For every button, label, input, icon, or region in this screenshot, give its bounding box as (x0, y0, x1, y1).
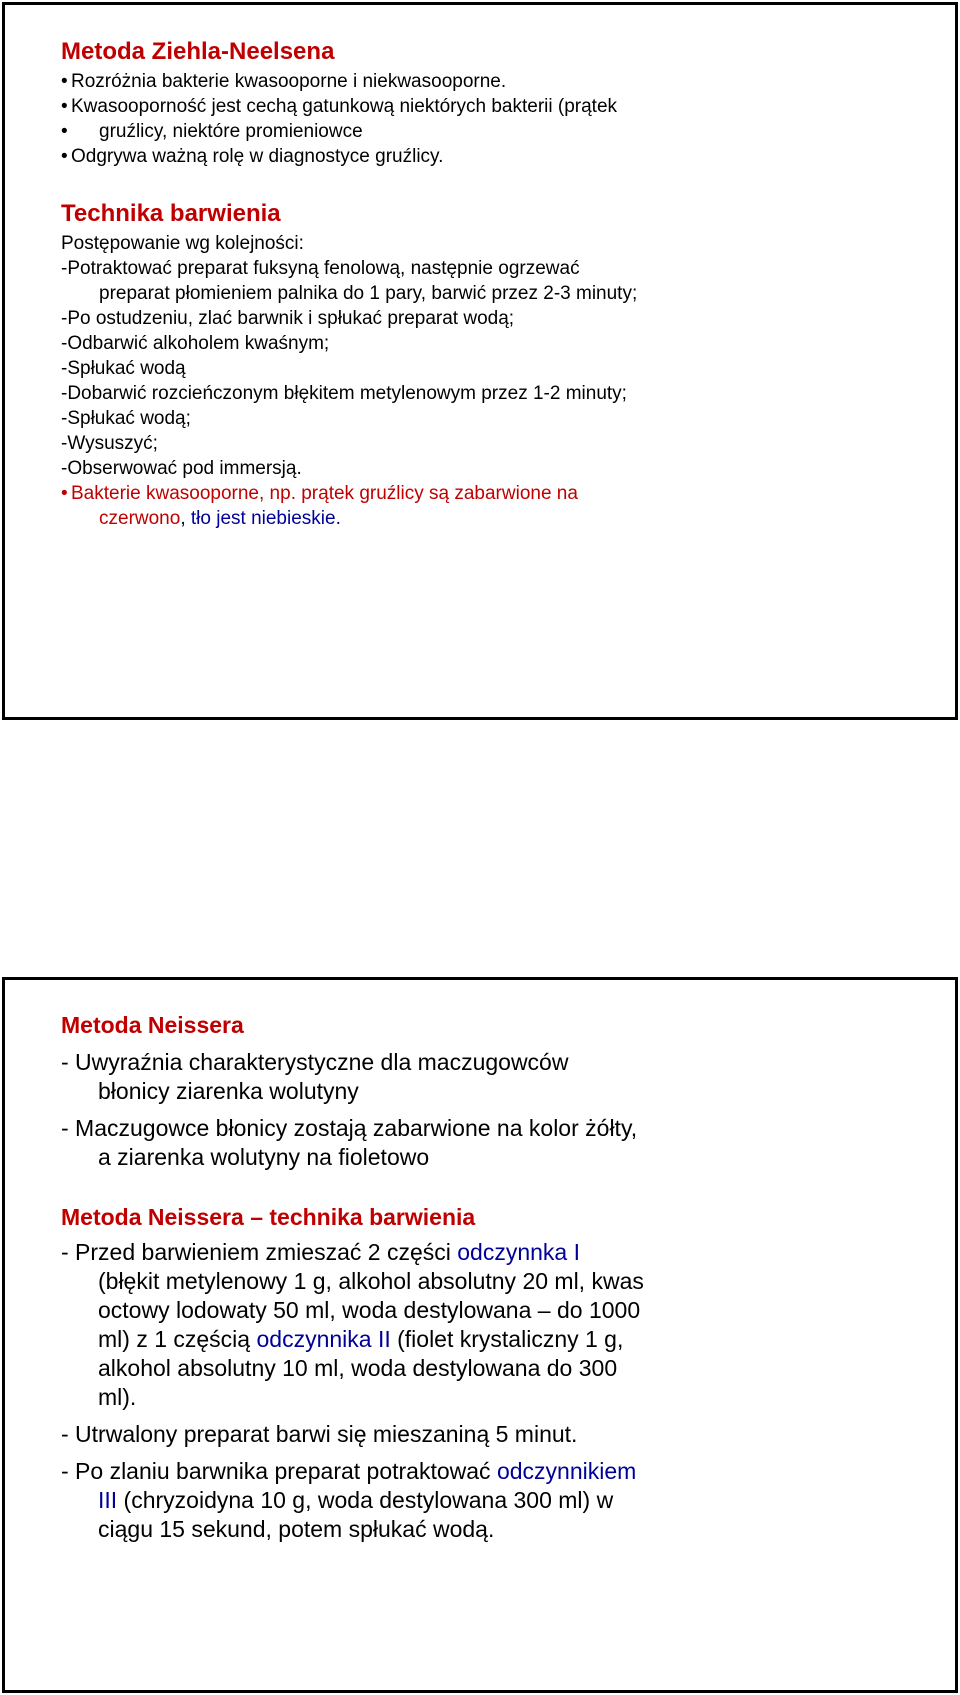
step3-line1: - Po zlaniu barwnika preparat potraktować odczynnikiem (61, 1458, 637, 1484)
bullet-item-continuation: • gruźlicy, niektóre promieniowce (61, 119, 935, 144)
technique-intro: Postępowanie wg kolejności: (61, 233, 304, 254)
step-item: -Dobarwić rozcieńczonym błękitem metylenowym przez 1-2 minuty; (61, 383, 627, 404)
slide-neisser (2, 977, 958, 1693)
slide1-title: Metoda Ziehla-Neelsena (61, 38, 335, 65)
list-item-continuation: błonicy ziarenka wolutyny (98, 1078, 359, 1104)
technique-step (61, 1457, 935, 1544)
list-item (61, 1114, 935, 1172)
step-item: -Obserwować pod immersją. (61, 458, 302, 479)
step1-line6: ml). (98, 1384, 137, 1410)
step-item: -Wysuszyć; (61, 433, 158, 454)
step-item: -Spłukać wodą; (61, 408, 191, 429)
reagent-3-number: III (98, 1487, 118, 1513)
result-line-continuation (61, 506, 935, 531)
slide1-body (61, 35, 935, 531)
result-blue-text: tło jest niebieskie (190, 508, 336, 529)
result-red-text: czerwono (99, 508, 181, 529)
step1-line5: alkohol absolutny 10 ml, woda destylowana do 300 (98, 1355, 618, 1381)
step1-line3: octowy lodowaty 50 ml, woda destylowana – do 1000 (98, 1297, 641, 1323)
result-line: • Bakterie kwasooporne, np. prątek gruźlicy są zabarwione na (61, 481, 935, 506)
slide-ziehl-neelsen (2, 2, 958, 720)
technique-title: Technika barwienia (61, 200, 281, 227)
step3-line2: III (chryzoidyna 10 g, woda destylowana 300 ml) w (98, 1487, 614, 1513)
result-end: . (335, 508, 341, 529)
bullet-item: • Odgrywa ważną rolę w diagnostyce gruźlicy. (61, 144, 935, 169)
bullet-item: • Kwasooporność jest cechą gatunkową niektórych bakterii (prątek (61, 94, 935, 119)
step1-line4: ml) z 1 częścią odczynnika II (fiolet krystaliczny 1 g, (98, 1326, 624, 1352)
step-item: -Potraktować preparat fuksyną fenolową, następnie ogrzewać (61, 258, 580, 279)
step3-line3: ciągu 15 sekund, potem spłukać wodą. (98, 1516, 495, 1542)
list-item-first-line: - Maczugowce błonicy zostają zabarwione na kolor żółty, (61, 1115, 638, 1141)
list-item-first-line: - Uwyraźnia charakterystyczne dla maczugowców (61, 1049, 569, 1075)
neisser-technique-title: Metoda Neissera – technika barwienia (61, 1204, 476, 1230)
slide2-title: Metoda Neissera (61, 1012, 244, 1038)
technique-step (61, 1238, 935, 1412)
list-item-continuation: a ziarenka wolutyny na fioletowo (98, 1144, 430, 1170)
reagent-2: odczynnika II (256, 1326, 391, 1352)
bullet-item: • Rozróżnia bakterie kwasooporne i niekwasooporne. (61, 69, 935, 94)
step-item-continuation: preparat płomieniem palnika do 1 pary, barwić przez 2-3 minuty; (99, 283, 638, 304)
result-separator: , (180, 508, 191, 529)
reagent-1: odczynnka I (457, 1239, 580, 1265)
reagent-3: odczynnikiem (496, 1458, 637, 1484)
slide2-body (61, 1010, 935, 1544)
step-item: -Spłukać wodą (61, 358, 186, 379)
step1-line2: (błękit metylenowy 1 g, alkohol absolutny 20 ml, kwas (98, 1268, 644, 1294)
step1-line1: - Przed barwieniem zmieszać 2 części odczynnka I (61, 1239, 580, 1265)
step-item: -Odbarwić alkoholem kwaśnym; (61, 333, 330, 354)
list-item (61, 1048, 935, 1106)
step2-line: - Utrwalony preparat barwi się mieszaniną 5 minut. (61, 1421, 578, 1447)
technique-step (61, 1420, 935, 1449)
step-item: -Po ostudzeniu, zlać barwnik i spłukać preparat wodą; (61, 308, 515, 329)
